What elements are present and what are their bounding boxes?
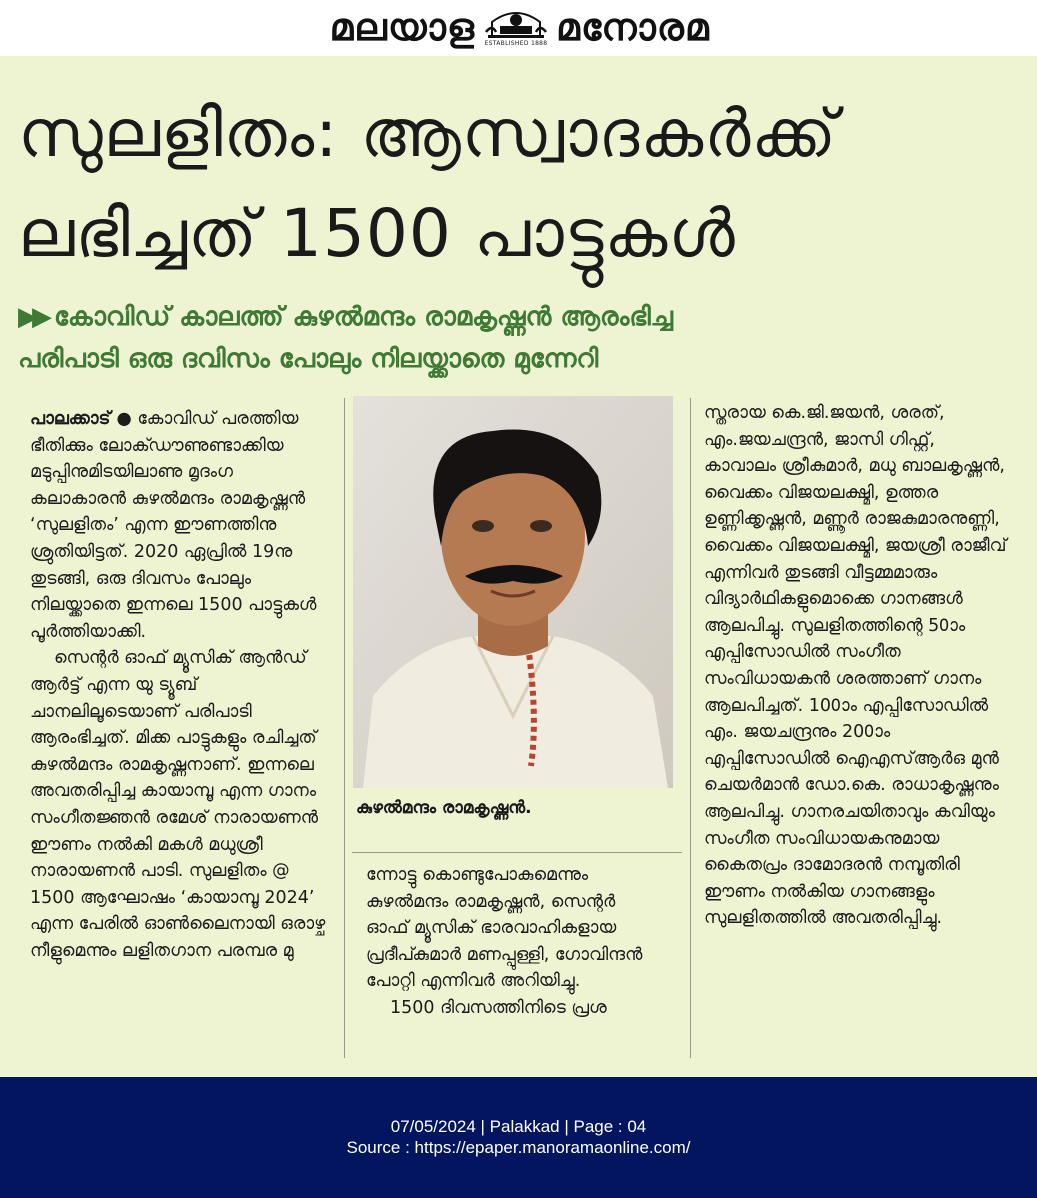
crest-icon xyxy=(478,2,554,52)
footer-date-page: 07/05/2024 | Palakkad | Page : 04 xyxy=(390,1117,647,1136)
caption-rule xyxy=(352,852,682,853)
headline-line-2: ലഭിച്ചത് 1500 പാട്ടുകൾ xyxy=(18,195,736,272)
masthead-name-left: മലയാള xyxy=(329,5,475,49)
double-arrow-icon: ▶▶ xyxy=(18,302,46,332)
article-column-1 xyxy=(30,406,330,964)
masthead-name-right: മനോരമ xyxy=(556,5,710,49)
subheadline xyxy=(18,296,1018,380)
paragraph: ന്നോട്ടു കൊണ്ടുപോകുമെന്നും കുഴൽമന്ദം രാമകൃഷ്ണൻ, സെന്റർ ഓഫ് മ്യൂസിക് ഭാരവാഹികളായ പ്രദീപ്കുമാർ മണപ്പുള്ളി, ഗോവിന്ദൻ പോറ്റി എന്നിവർ അറിയിച്ചു. xyxy=(366,865,643,992)
newspaper-clipping xyxy=(0,56,1037,1077)
subheadline-line-1: കോവിഡ് കാലത്ത് കുഴൽമന്ദം രാമകൃഷ്ണൻ ആരംഭിച്ച xyxy=(54,302,673,332)
article-column-3 xyxy=(704,400,1012,932)
paragraph-text: കോവിഡ് പരത്തിയ ഭീതിക്കും ലോക്ഡൗണുണ്ടാക്കിയ മടുപ്പിനുമിടയിലാണു മൃദംഗ കലാകാരൻ കുഴൽമന്ദം രാമകൃഷ്ണൻ ‘സുലളിതം’ എന്ന ഈണത്തിനു ശ്രുതിയിട്ടത്. 2020 ഏപ്രിൽ 19നു തുടങ്ങി, ഒരു ദിവസം പോലും നിലയ്ക്കാതെ ഇന്നലെ 1500 പാട്ടുകൾ പൂർത്തിയാക്കി. xyxy=(30,409,317,642)
paragraph: 1500 ദിവസത്തിനിടെ പ്രശ xyxy=(390,997,607,1018)
footer-bar xyxy=(0,1077,1037,1198)
headline-line-1: സുലളിതം: ആസ്വാദകർക്ക് xyxy=(18,95,838,172)
established-text: ESTABLISHED 1888 xyxy=(484,40,548,47)
masthead xyxy=(0,0,1037,56)
headline xyxy=(18,84,1018,284)
subheadline-line-2: പരിപാടി ഒരു ദവിസം പോലും നിലയ്ക്കാതെ മുന്നേറി xyxy=(18,344,599,374)
dateline: പാലക്കാട് ● xyxy=(30,409,132,429)
article-column-2 xyxy=(366,862,656,1022)
portrait-photo xyxy=(353,396,673,788)
column-divider xyxy=(690,398,691,1058)
photo-caption: കുഴൽമന്ദം രാമകൃഷ്ണൻ. xyxy=(356,798,532,818)
column-divider xyxy=(344,398,345,1058)
paragraph: സ്തരായ കെ.ജി.ജയൻ, ശരത്, എം.ജയചന്ദ്രൻ, ജാസി ഗിഫ്റ്റ്, കാവാലം ശ്രീകുമാർ, മധു ബാലകൃഷ്ണൻ, വൈക്കം വിജയലക്ഷ്മി, ഉത്തര ഉണ്ണിക്കൃഷ്ണൻ, മണ്ണൂർ രാജകുമാരനുണ്ണി, വൈക്കം വിജയലക്ഷ്മി, ജയശ്രീ രാജീവ് എന്നിവർ തുടങ്ങി വീട്ടമ്മമാരും വിദ്യാർഥികളുമൊക്കെ ഗാനങ്ങൾ ആലപിച്ചു. സുലളിതത്തിന്റെ 50ാം എപ്പിസോഡിൽ സംഗീത സംവിധായകൻ ശരത്താണ് ഗാനം ആലപിച്ചത്. 100ാം എപ്പിസോഡിൽ എം. ജയചന്ദ്രനും 200ാം എപ്പിസോഡിൽ ഐഎസ്ആർഒ മുൻ ചെയർമാൻ ഡോ.കെ. രാധാകൃഷ്ണനും ആലപിച്ചു. ഗാനരചയിതാവും കവിയും സംഗീത സംവിധായകനുമായ കൈതപ്രം ദാമോദരൻ നമ്പൂതിരി ഈണം നൽകിയ ഗാനങ്ങളും സുലളിതത്തിൽ അവതരിപ്പിച്ചു. xyxy=(704,403,1007,929)
paragraph xyxy=(30,406,330,645)
footer-source: Source : https://epaper.manoramaonline.com/ xyxy=(346,1138,691,1157)
paragraph: സെന്റർ ഓഫ് മ്യൂസിക് ആൻഡ് ആർട്ട് എന്ന യു ട്യൂബ് ചാനലിലൂടെയാണ് പരിപാടി ആരംഭിച്ചത്. മിക്ക പാട്ടുകളും രചിച്ചത് കുഴൽമന്ദം രാമകൃഷ്ണനാണ്. ഇന്നലെ അവതരിപ്പിച്ച കായാമ്പൂ എന്ന ഗാനം സംഗീതജ്ഞൻ രമേശ് നാരായണൻ ഈണം നൽകി മകൾ മധുശ്രീ നാരായണൻ പാടി. സുലളിതം @ 1500 ആഘോഷം ‘കായാമ്പൂ 2024’ എന്ന പേരിൽ ഓൺലൈനായി ഒരാഴ്ച നീളുമെന്നും ലളിതഗാന പരമ്പര മു xyxy=(30,648,326,961)
